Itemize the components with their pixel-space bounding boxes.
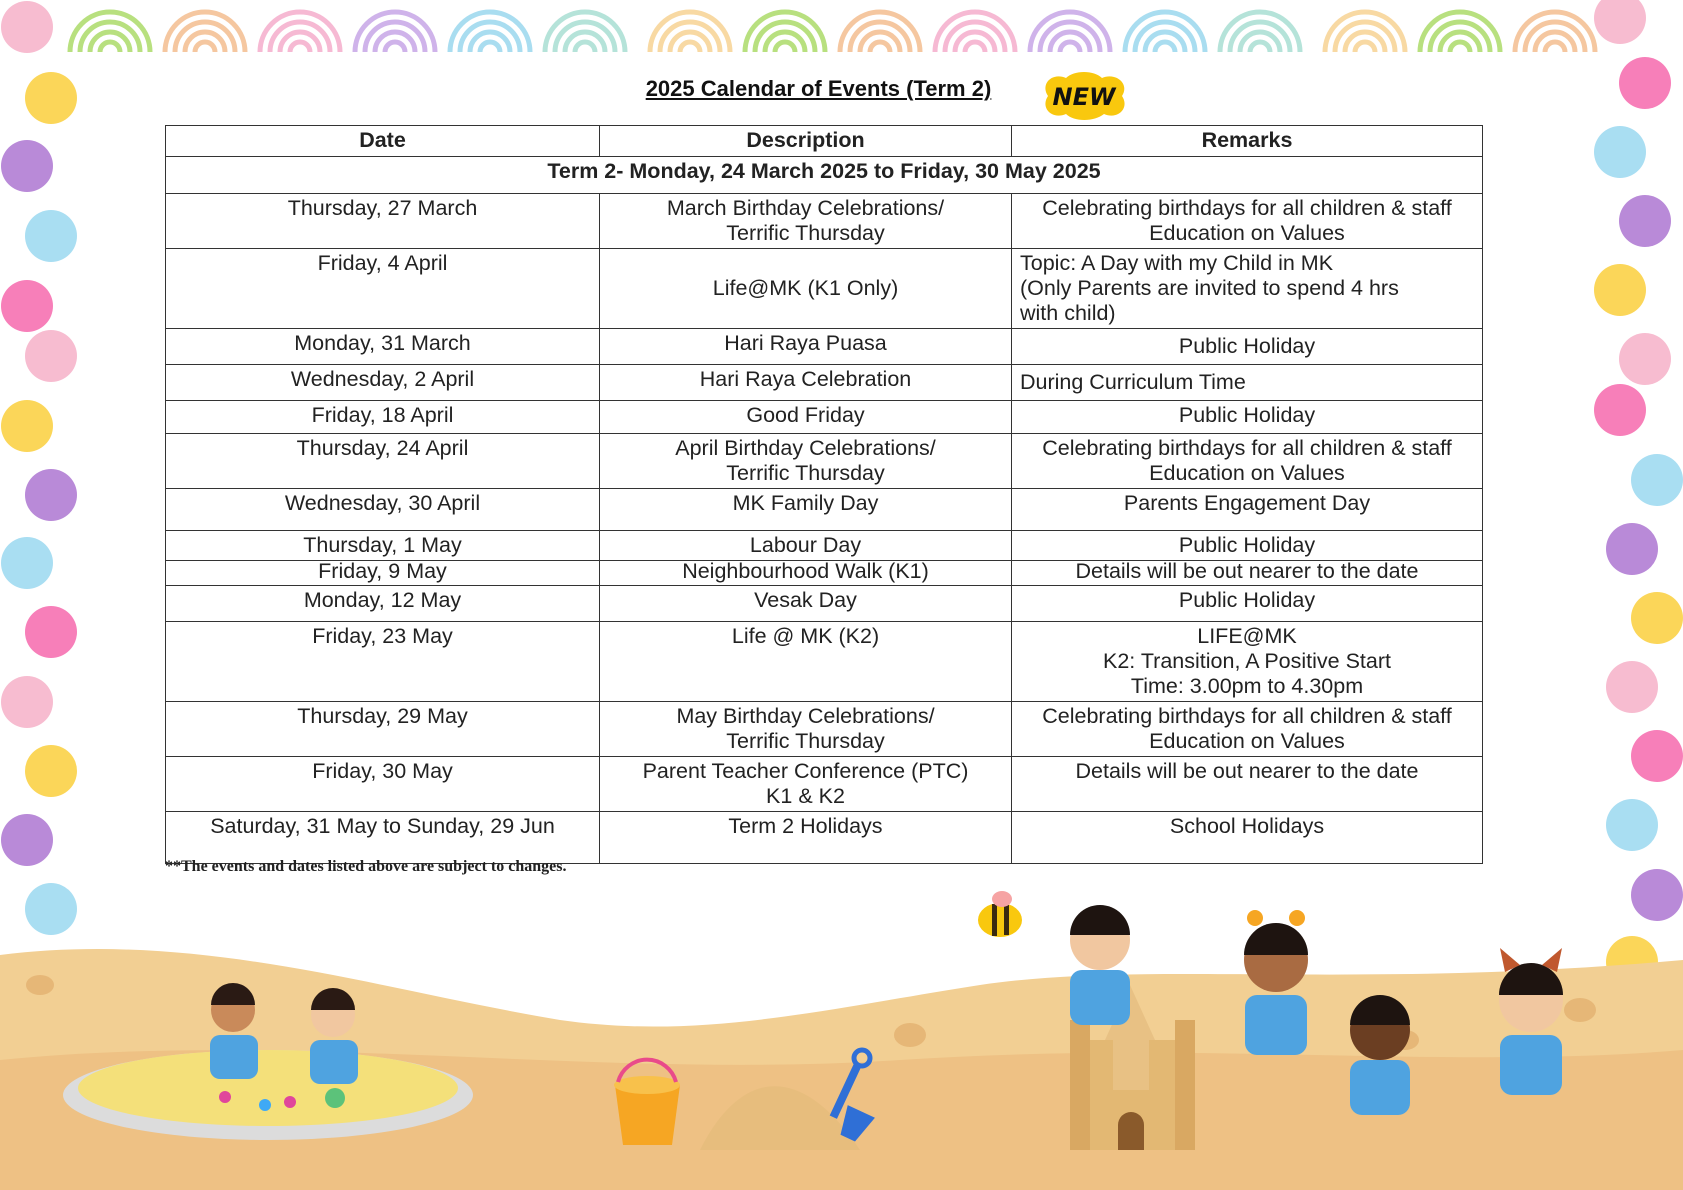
- event-date: Monday, 31 March: [166, 329, 600, 365]
- event-remarks: Public Holiday: [1012, 531, 1483, 561]
- event-remarks: Public Holiday: [1012, 586, 1483, 622]
- badge-label: NEW: [1052, 83, 1116, 111]
- event-date: Thursday, 27 March: [166, 194, 600, 249]
- event-date: Thursday, 29 May: [166, 702, 600, 757]
- event-date: Friday, 23 May: [166, 622, 600, 702]
- table-row: [166, 434, 1483, 489]
- event-date: Thursday, 24 April: [166, 434, 600, 489]
- footnote: **The events and dates listed above are subject to changes.: [165, 858, 567, 875]
- event-description: Parent Teacher Conference (PTC) K1 & K2: [600, 757, 1012, 812]
- event-description: Life@MK (K1 Only): [600, 249, 1012, 329]
- table-row: [166, 561, 1483, 586]
- events-table: [165, 125, 1483, 864]
- term-row: [166, 157, 1483, 194]
- event-remarks: Details will be out nearer to the date: [1012, 561, 1483, 586]
- polka-dots-right: [1594, 0, 1683, 1056]
- table-row: [166, 757, 1483, 812]
- child-figure: [1070, 905, 1130, 1025]
- event-date: Wednesday, 30 April: [166, 489, 600, 531]
- event-date: Friday, 4 April: [166, 249, 600, 329]
- table-row: [166, 365, 1483, 401]
- table-row: [166, 194, 1483, 249]
- event-remarks: LIFE@MK K2: Transition, A Positive Start Time: 3.00pm to 4.30pm: [1012, 622, 1483, 702]
- table-row: [166, 586, 1483, 622]
- event-description: Labour Day: [600, 531, 1012, 561]
- table-row: [166, 531, 1483, 561]
- event-description: Vesak Day: [600, 586, 1012, 622]
- header-description: Description: [600, 126, 1012, 157]
- table-row: [166, 329, 1483, 365]
- table-row: [166, 489, 1483, 531]
- bee-illustration: [978, 891, 1022, 937]
- event-description: Term 2 Holidays: [600, 812, 1012, 864]
- event-remarks: Public Holiday: [1012, 329, 1483, 365]
- event-description: MK Family Day: [600, 489, 1012, 531]
- event-description: Hari Raya Puasa: [600, 329, 1012, 365]
- rainbow-border-top: [70, 12, 1595, 52]
- event-date: Friday, 30 May: [166, 757, 600, 812]
- sandbox-illustration: [63, 1050, 473, 1140]
- event-description: April Birthday Celebrations/ Terrific Thursday: [600, 434, 1012, 489]
- child-figure: [1499, 948, 1563, 1095]
- event-description: Hari Raya Celebration: [600, 365, 1012, 401]
- event-date: Friday, 18 April: [166, 401, 600, 434]
- event-remarks: Topic: A Day with my Child in MK (Only Parents are invited to spend 4 hrs with child): [1012, 249, 1483, 329]
- event-remarks: Public Holiday: [1012, 401, 1483, 434]
- table-row: [166, 249, 1483, 329]
- polka-dots-left: [1, 1, 77, 935]
- header-remarks: Remarks: [1012, 126, 1483, 157]
- page-title: 2025 Calendar of Events (Term 2): [645, 76, 992, 101]
- event-remarks: Celebrating birthdays for all children & staff Education on Values: [1012, 194, 1483, 249]
- child-figure: [1244, 910, 1308, 1055]
- event-remarks: Parents Engagement Day: [1012, 489, 1483, 531]
- event-remarks: School Holidays: [1012, 812, 1483, 864]
- event-date: Wednesday, 2 April: [166, 365, 600, 401]
- event-date: Thursday, 1 May: [166, 531, 600, 561]
- event-description: Neighbourhood Walk (K1): [600, 561, 1012, 586]
- table-row: [166, 702, 1483, 757]
- table-row: [166, 622, 1483, 702]
- event-date: Friday, 9 May: [166, 561, 600, 586]
- event-date: Saturday, 31 May to Sunday, 29 Jun: [166, 812, 600, 864]
- table-row: [166, 812, 1483, 864]
- event-description: May Birthday Celebrations/ Terrific Thursday: [600, 702, 1012, 757]
- table-header-row: [166, 126, 1483, 157]
- event-description: Life @ MK (K2): [600, 622, 1012, 702]
- event-remarks: Celebrating birthdays for all children & staff Education on Values: [1012, 702, 1483, 757]
- new-badge: [1038, 70, 1130, 122]
- event-remarks: During Curriculum Time: [1012, 365, 1483, 401]
- event-description: Good Friday: [600, 401, 1012, 434]
- event-description: March Birthday Celebrations/ Terrific Thursday: [600, 194, 1012, 249]
- event-date: Monday, 12 May: [166, 586, 600, 622]
- header-date: Date: [166, 126, 600, 157]
- event-remarks: Details will be out nearer to the date: [1012, 757, 1483, 812]
- term-range: Term 2- Monday, 24 March 2025 to Friday, 30 May 2025: [166, 157, 1483, 194]
- table-row: [166, 401, 1483, 434]
- event-remarks: Celebrating birthdays for all children & staff Education on Values: [1012, 434, 1483, 489]
